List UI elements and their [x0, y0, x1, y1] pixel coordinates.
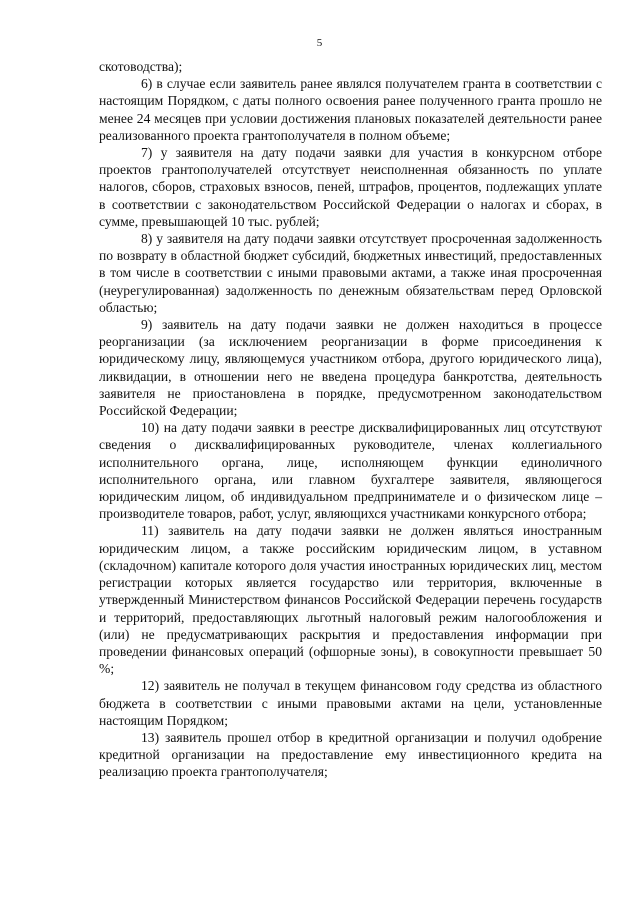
- paragraph-item-9: 9) заявитель на дату подачи заявки не должен находиться в процессе реорганизации (за исключением реорганизации в форме присоединения к юридическому лицу, являющемуся участником отбора, другого юридического лица), ликвидации, в отношении него не введена процедура банкротства, деятельность заявителя не приостановлена в порядке, предусмотренном законодательством Российской Федерации;: [99, 317, 602, 419]
- paragraph-item-11: 11) заявитель на дату подачи заявки не должен являться иностранным юридическим лицом, а также российским юридическим лицом, в уставном (складочном) капитале которого доля участия иностранных юридических лиц, местом регистрации которых является государство или территория, включенные в утвержденный Министерством финансов Российской Федерации перечень государств и территорий, предоставляющих льготный налоговый режим налогообложения и (или) не предусматривающих раскрытия и предоставления информации при проведении финансовых операций (офшорные зоны), в совокупности превышает 50 %;: [99, 523, 602, 677]
- paragraph-item-10: 10) на дату подачи заявки в реестре дисквалифицированных лиц отсутствуют сведения о дисквалифицированных руководителе, членах коллегиального исполнительного органа, лице, исполняющем функции единоличного исполнительного органа, или главном бухгалтере заявителя, являющегося юридическим лицом, об индивидуальном предпринимателе и о физическом лице – производителе товаров, работ, услуг, являющихся участниками конкурсного отбора;: [99, 420, 602, 522]
- document-body: [99, 58, 602, 781]
- paragraph-item-7: 7) у заявителя на дату подачи заявки для участия в конкурсном отборе проектов грантополучателей отсутствует неисполненная обязанность по уплате налогов, сборов, страховых взносов, пеней, штрафов, процентов, подлежащих уплате в соответствии с законодательством Российской Федерации о налогах и сборах, в сумме, превышающей 10 тыс. рублей;: [99, 145, 602, 229]
- paragraph-item-12: 12) заявитель не получал в текущем финансовом году средства из областного бюджета в соответствии с иными правовыми актами на цели, установленные настоящим Порядком;: [99, 678, 602, 728]
- paragraph-item-6: 6) в случае если заявитель ранее являлся получателем гранта в соответствии с настоящим Порядком, с даты полного освоения ранее полученного гранта прошло не менее 24 месяцев при условии достижения плановых показателей деятельности ранее реализованного проекта грантополучателя в полном объеме;: [99, 76, 602, 143]
- page-number: 5: [316, 37, 323, 49]
- paragraph-item-13: 13) заявитель прошел отбор в кредитной организации и получил одобрение кредитной организации на предоставление ему инвестиционного кредита на реализацию проекта грантополучателя;: [99, 729, 602, 780]
- paragraph-continuation: скотоводства);: [99, 59, 183, 74]
- paragraph-item-8: 8) у заявителя на дату подачи заявки отсутствует просроченная задолженность по возврату в областной бюджет субсидий, бюджетных инвестиций, предоставленных в том числе в соответствии с иными правовыми актами, а также иная просроченная (неурегулированная) задолженность по денежным обязательствам перед Орловской областью;: [99, 231, 602, 315]
